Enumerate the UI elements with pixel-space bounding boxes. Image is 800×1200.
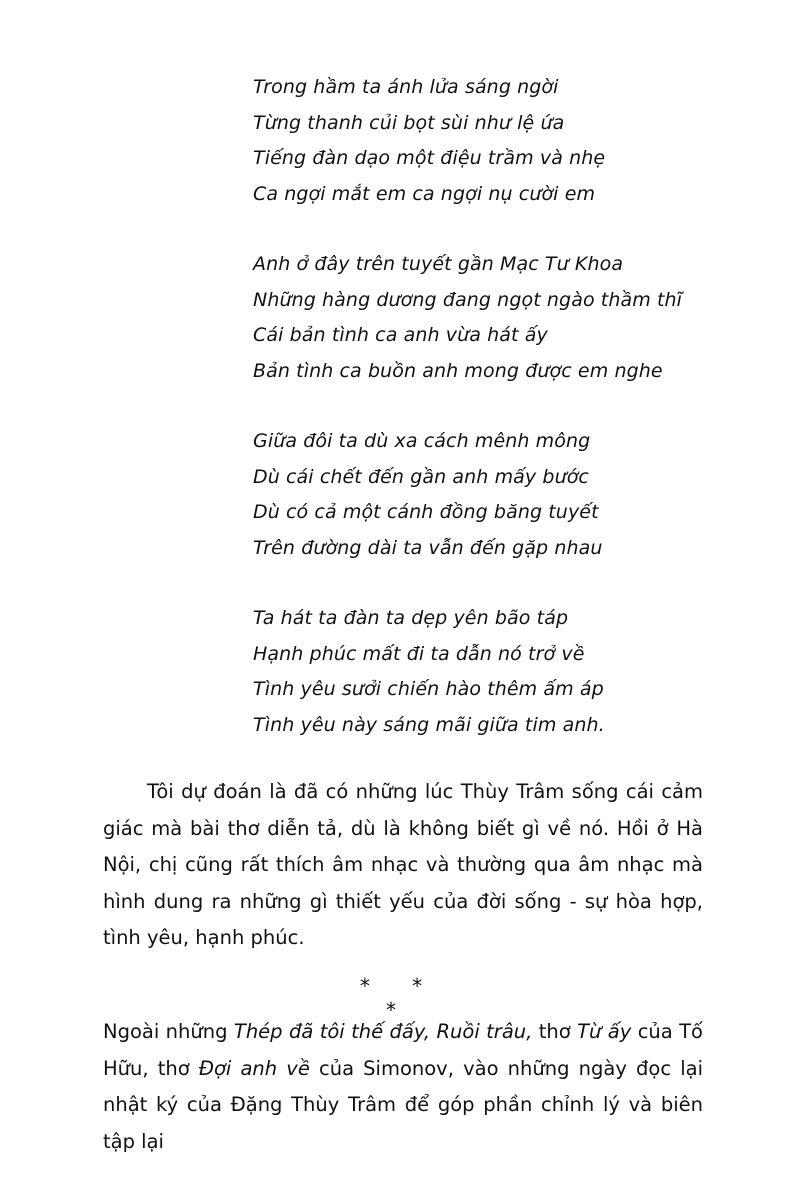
poem-line: Tiếng đàn dạo một điệu trầm và nhẹ <box>253 147 606 169</box>
paragraph-2-text: Ngoài những <box>103 1020 234 1043</box>
poem-stanza-2 <box>253 247 753 389</box>
poem-line: Trên đường dài ta vẫn đến gặp nhau <box>253 536 603 559</box>
poem-line: Bản tình ca buồn anh mong được em nghe <box>253 359 663 382</box>
poem-line: Từng thanh củi bọt sùi như lệ ứa <box>253 111 565 134</box>
poem-line: Ta hát ta đàn ta dẹp yên bão táp <box>253 607 569 629</box>
poem-title: Đợi anh về <box>198 1056 310 1080</box>
poem-line: Trong hầm ta ánh lửa sáng ngời <box>253 76 559 98</box>
poem <box>253 70 753 743</box>
paragraph-1-text: Tôi dự đoán là đã có những lúc Thùy Trâm sống cái cảm giác mà bài thơ diễn tả, dù là không biết gì về nó. Hồi ở Hà Nội, chị cũng rất thích âm nhạc và thường qua âm nhạc mà hình dung ra những gì thiết yếu của đời sống - sự hòa hợp, tình yêu, hạnh phúc. <box>103 780 703 949</box>
poem-line: Anh ở đây trên tuyết gần Mạc Tư Khoa <box>253 253 624 275</box>
poem-stanza-1 <box>253 70 753 212</box>
body-paragraph-1 <box>103 774 703 957</box>
poem-line: Dù có cả một cánh đồng băng tuyết <box>253 501 599 523</box>
poem-stanza-3 <box>253 424 753 566</box>
paragraph-2-text: của Simonov, vào những ngày đọc lại nhật ký của Đặng Thùy Trâm để góp phần chỉnh lý và biên tập lại <box>103 1056 703 1153</box>
poem-line: Tình yêu sưởi chiến hào thêm ấm áp <box>253 678 604 700</box>
book-title: Thép đã tôi thế đấy, Ruồi trâu, <box>233 1020 533 1043</box>
body-paragraph-2 <box>103 1014 703 1160</box>
poem-stanza-4 <box>253 601 753 743</box>
poem-line: Ca ngợi mắt em ca ngợi nụ cười em <box>253 182 596 205</box>
section-separator: * * * <box>359 974 441 1022</box>
poem-line: Những hàng dương đang ngọt ngào thầm thĩ <box>253 288 683 311</box>
poem-title: Từ ấy <box>577 1020 632 1043</box>
poem-line: Giữa đôi ta dù xa cách mênh mông <box>253 430 591 452</box>
paragraph-2-text: thơ <box>532 1020 578 1043</box>
poem-line: Tình yêu này sáng mãi giữa tim anh. <box>253 713 605 736</box>
poem-line: Dù cái chết đến gần anh mấy bước <box>253 465 589 488</box>
paragraph-2-text: của Tố Hữu, thơ <box>103 1020 703 1080</box>
poem-line: Hạnh phúc mất đi ta dẫn nó trở về <box>253 642 585 665</box>
poem-line: Cái bản tình ca anh vừa hát ấy <box>253 324 548 346</box>
